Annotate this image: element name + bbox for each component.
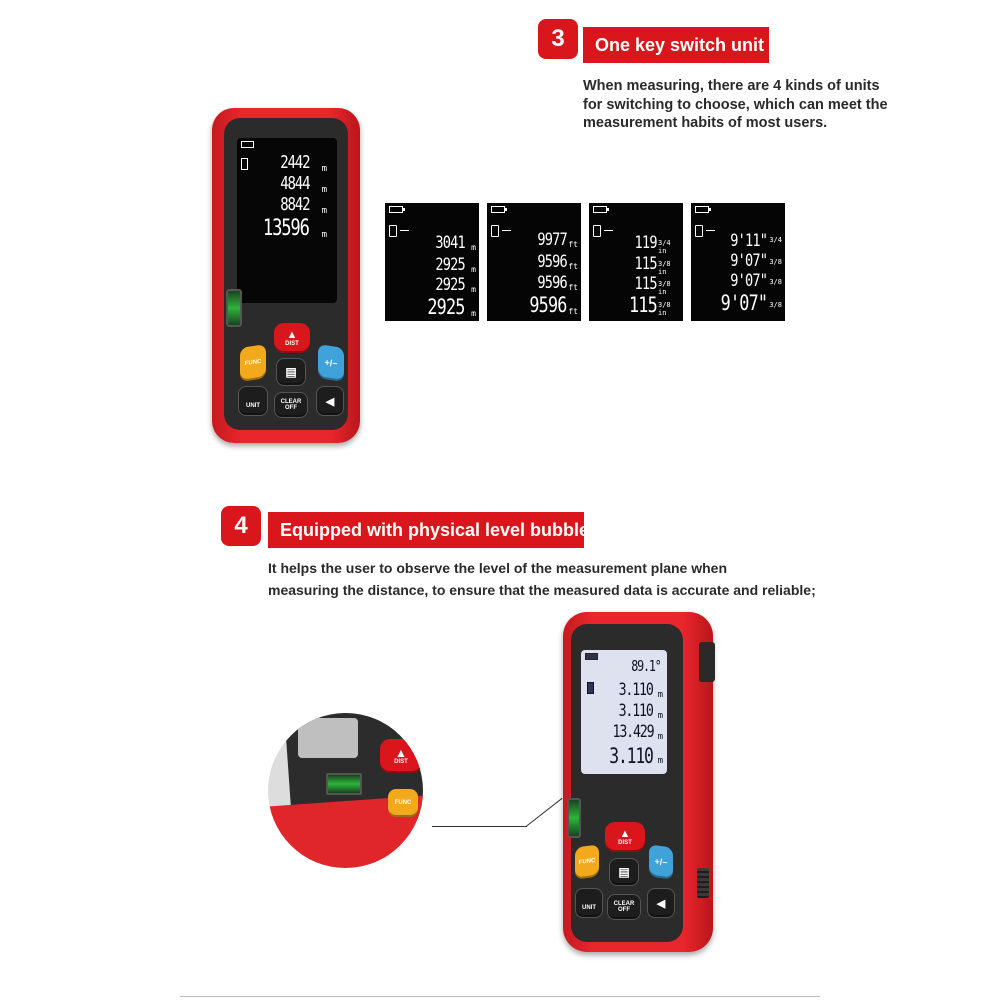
rangefinder-device-bottom bbox=[563, 612, 713, 952]
lcd-unit: m bbox=[321, 230, 327, 240]
lcd-reading: 8842 bbox=[279, 194, 309, 215]
panel-reading: 9977 bbox=[537, 230, 567, 250]
section-4-description bbox=[268, 557, 816, 601]
lcd-unit: m bbox=[321, 185, 327, 195]
section-3-desc-line: measurement habits of most users. bbox=[583, 115, 828, 131]
panel-unit: m bbox=[471, 309, 476, 318]
unit-panel-feet bbox=[487, 203, 581, 321]
device-face bbox=[571, 624, 683, 942]
battery-icon bbox=[491, 206, 505, 213]
lcd-reading: 3.110 bbox=[609, 744, 653, 768]
panel-reading: 2925 bbox=[435, 255, 465, 275]
plus-minus-button[interactable]: +/− bbox=[318, 344, 344, 382]
measure-mode-icon bbox=[241, 158, 248, 170]
unit-panel-meters bbox=[385, 203, 479, 321]
panel-unit: m bbox=[471, 285, 476, 294]
device-face bbox=[224, 118, 348, 430]
panel-unit: 3/8 bbox=[769, 278, 782, 286]
plus-minus-button[interactable]: +/− bbox=[649, 844, 673, 879]
rangefinder-device-top bbox=[212, 108, 360, 443]
lcd-unit: m bbox=[657, 732, 663, 742]
distance-line-icon bbox=[502, 230, 511, 231]
level-bubble-icon bbox=[567, 798, 581, 838]
lcd-unit: m bbox=[321, 164, 327, 174]
memory-button[interactable] bbox=[276, 358, 306, 386]
panel-reading: 9596 bbox=[537, 273, 567, 293]
panel-unit: 3/8 in bbox=[658, 260, 671, 276]
speaker-button[interactable] bbox=[647, 888, 675, 918]
measure-mode-icon bbox=[491, 225, 499, 237]
lcd-reading: 3.110 bbox=[618, 701, 653, 721]
panel-reading: 9'07" bbox=[730, 271, 767, 291]
section-3-number: 3 bbox=[538, 19, 578, 59]
distance-line-icon bbox=[706, 230, 715, 231]
dist-button[interactable] bbox=[274, 323, 310, 353]
lcd-angle-reading: 89.1° bbox=[631, 657, 661, 675]
callout-line bbox=[432, 826, 527, 827]
section-3-desc-line: for switching to choose, which can meet the bbox=[583, 96, 888, 113]
section-4-desc-line: It helps the user to observe the level of the measurement plane when bbox=[268, 560, 728, 576]
lcd-reading: 13596 bbox=[263, 216, 309, 241]
measure-mode-icon bbox=[389, 225, 397, 237]
dist-label: DIST bbox=[285, 340, 299, 347]
panel-unit: 3/4 bbox=[769, 236, 782, 244]
memory-icon: ▤ bbox=[285, 365, 297, 379]
lcd-unit: m bbox=[321, 206, 327, 216]
unit-button[interactable]: UNIT bbox=[238, 386, 268, 416]
lcd-reading: 2442 bbox=[279, 152, 309, 173]
distance-line-icon bbox=[400, 230, 409, 231]
measure-mode-icon bbox=[695, 225, 703, 237]
panel-unit: 3/8 bbox=[769, 258, 782, 266]
clear-off-button[interactable] bbox=[274, 392, 308, 418]
battery-icon bbox=[695, 206, 709, 213]
laser-warning-icon: ▲ bbox=[286, 328, 298, 341]
speaker-icon: ◀ bbox=[656, 897, 666, 910]
device-lcd bbox=[581, 650, 667, 774]
clear-label: CLEAR bbox=[280, 399, 302, 405]
level-bubble-icon bbox=[226, 289, 242, 327]
memory-icon: ▤ bbox=[618, 865, 630, 879]
lcd-unit: m bbox=[657, 690, 663, 700]
measure-mode-icon bbox=[587, 682, 594, 694]
lcd-reading: 3.110 bbox=[618, 680, 653, 700]
lcd-reading: 4844 bbox=[279, 173, 309, 194]
battery-icon bbox=[389, 206, 403, 213]
lcd-unit: m bbox=[657, 756, 663, 766]
closeup-dist-button bbox=[380, 739, 422, 773]
panel-reading: 9596 bbox=[529, 293, 567, 317]
closeup-dist-label: DIST bbox=[394, 759, 408, 765]
panel-unit: 3/8 bbox=[769, 301, 782, 309]
dist-label: DIST bbox=[618, 839, 632, 846]
distance-line-icon bbox=[604, 230, 613, 231]
laser-warning-icon: ▲ bbox=[395, 746, 407, 760]
level-bubble-closeup bbox=[268, 713, 423, 868]
level-bubble-icon bbox=[326, 773, 362, 795]
page-divider bbox=[180, 996, 820, 997]
panel-reading: 2925 bbox=[435, 275, 465, 295]
measure-mode-icon bbox=[593, 225, 601, 237]
panel-unit: 3/8 in bbox=[658, 301, 671, 317]
lcd-unit: m bbox=[657, 711, 663, 721]
off-label: OFF bbox=[618, 907, 630, 913]
panel-unit: ft bbox=[568, 307, 578, 316]
panel-reading: 2925 bbox=[427, 295, 465, 319]
battery-icon bbox=[585, 653, 598, 660]
memory-button[interactable] bbox=[609, 858, 639, 886]
panel-reading: 115 bbox=[634, 254, 657, 274]
panel-reading: 9'07" bbox=[720, 291, 767, 315]
section-3-desc-line: When measuring, there are 4 kinds of units bbox=[583, 78, 880, 94]
callout-line bbox=[526, 798, 563, 827]
panel-unit: 3/8 in bbox=[658, 280, 671, 296]
section-4-number: 4 bbox=[221, 506, 261, 546]
speaker-icon: ◀ bbox=[325, 395, 335, 408]
func-button[interactable]: FUNC bbox=[575, 844, 599, 879]
off-label: OFF bbox=[285, 405, 297, 411]
panel-unit: ft bbox=[568, 283, 578, 292]
func-button[interactable]: FUNC bbox=[240, 344, 266, 382]
laser-warning-icon: ▲ bbox=[619, 827, 631, 840]
battery-icon bbox=[593, 206, 607, 213]
device-side-grip bbox=[699, 642, 715, 682]
panel-reading: 119 bbox=[634, 233, 657, 253]
panel-unit: m bbox=[471, 243, 476, 252]
panel-reading: 115 bbox=[634, 274, 657, 294]
panel-reading: 115 bbox=[629, 293, 657, 317]
lcd-reading: 13.429 bbox=[612, 722, 653, 742]
panel-reading: 9596 bbox=[537, 252, 567, 272]
closeup-func-button: FUNC bbox=[388, 789, 418, 817]
panel-unit: 3/4 in bbox=[658, 239, 671, 255]
section-4-title: Equipped with physical level bubble bbox=[268, 512, 584, 548]
dist-button[interactable] bbox=[605, 822, 645, 852]
clear-off-button[interactable] bbox=[607, 894, 641, 920]
panel-unit: ft bbox=[568, 262, 578, 271]
unit-button[interactable]: UNIT bbox=[575, 888, 603, 918]
panel-reading: 9'07" bbox=[730, 251, 767, 271]
section-4-desc-line: measuring the distance, to ensure that the measured data is accurate and reliable; bbox=[268, 582, 816, 598]
speaker-button[interactable] bbox=[316, 386, 344, 416]
closeup-screen bbox=[298, 718, 358, 758]
panel-reading: 9'11" bbox=[730, 231, 767, 251]
panel-unit: ft bbox=[568, 240, 578, 249]
device-side-vent bbox=[697, 868, 709, 898]
panel-reading: 3041 bbox=[435, 233, 465, 253]
section-3-description bbox=[583, 77, 888, 133]
clear-label: CLEAR bbox=[613, 901, 635, 907]
section-3-title: One key switch unit bbox=[583, 27, 769, 63]
panel-unit: m bbox=[471, 265, 476, 274]
unit-panel-inches bbox=[589, 203, 683, 321]
unit-panel-feet-inches bbox=[691, 203, 785, 321]
battery-icon bbox=[241, 141, 254, 148]
device-lcd bbox=[237, 138, 337, 303]
